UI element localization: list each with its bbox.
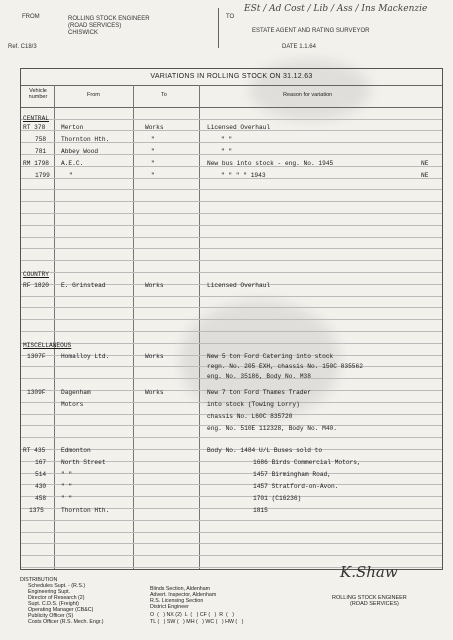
col-header-vehicle: Vehicle number (28, 88, 48, 100)
distribution-item: Costs Officer (R.S. Mech. Engr.) (28, 619, 104, 625)
from-cell: " " (61, 483, 73, 490)
distribution-outstations-1: O ( ) NX (2) L ( ) CF ( ) R ( ) (150, 612, 234, 618)
section-central: CENTRAL (23, 115, 49, 122)
reason-cell: 1686 Birds Commercial Motors, (253, 459, 361, 466)
vehicle-number: 514 (35, 471, 47, 478)
distribution-block (20, 563, 440, 637)
vehicle-number: RT 435 (23, 447, 46, 454)
from-cell: " (69, 172, 73, 179)
from-label: FROM (22, 14, 40, 20)
vehicle-number: 167 (35, 459, 47, 466)
header-divider (218, 8, 219, 48)
distribution-item: Publicity Officer (S) (28, 613, 74, 619)
from-line2: (ROAD SERVICES) (68, 23, 122, 29)
section-country: COUNTRY (23, 271, 49, 278)
from-cell: E. Grinstead (61, 282, 106, 289)
reason-cell: 1815 (253, 507, 268, 514)
to-cell: Works (145, 282, 164, 289)
col-header-from: From (87, 92, 100, 98)
from-cell: " " (61, 471, 73, 478)
distribution-item: District Engineer (150, 604, 189, 610)
table-body (21, 107, 442, 569)
from-cell: Thornton Hth. (61, 507, 110, 514)
from-cell: A.E.C. (61, 160, 84, 167)
to-handwriting: ESt / Ad Cost / Lib / Ass / Ins Mackenzie (244, 4, 428, 14)
reason-cell: 1457 Stratford-on-Avon. (253, 483, 339, 490)
vehicle-number: 1309F (27, 389, 46, 396)
reason-cell: " " " " 1943 (221, 172, 266, 179)
to-addressee: ESTATE AGENT AND RATING SURVEYOR (252, 28, 370, 34)
vehicle-number: 1307F (27, 353, 46, 360)
from-cell: Homalloy Ltd. (61, 353, 110, 360)
vehicle-number: 758 (35, 136, 47, 143)
distribution-item: Blinds Section, Aldenham (150, 586, 211, 592)
from-cell: Edmonton (61, 447, 91, 454)
to-cell: Works (145, 124, 164, 131)
distribution-item: Operating Manager (CB&C) (28, 607, 94, 613)
reason-cell: eng. No. 35186, Body No. M38 (207, 373, 311, 380)
to-cell: " (151, 160, 155, 167)
reason-cell: New 5 ton Ford Catering into stock (207, 353, 334, 360)
to-cell: " (151, 136, 155, 143)
vehicle-number: 781 (35, 148, 47, 155)
reason-cell: regn. No. 205 EXH, chassis No. 150C 835562 (207, 363, 363, 370)
reason-cell: Licensed Overhaul (207, 282, 271, 289)
distribution-item: Advert. Inspector, Aldenham (150, 592, 217, 598)
distribution-item: Schedules Supt. - (R.S.) (28, 583, 86, 589)
reason-cell: 1701 (C16236) (253, 495, 302, 502)
from-line1: ROLLING STOCK ENGINEER (68, 16, 150, 22)
col-header-reason: Reason for variation (283, 92, 333, 98)
reason-cell: New 7 ton Ford Thames Trader (207, 389, 311, 396)
to-cell: Works (145, 389, 164, 396)
distribution-item: R.S. Licensing Section (150, 598, 204, 604)
from-line3: CHISWICK (68, 30, 98, 36)
column-headers (21, 85, 442, 107)
from-cell: Thornton Hth. (61, 136, 110, 143)
table-title: VARIATIONS IN ROLLING STOCK ON 31.12.63 (150, 73, 313, 80)
distribution-title: DISTRIBUTION (20, 577, 58, 583)
to-cell: " (151, 172, 155, 179)
ref-label: Ref. C18/3 (8, 44, 37, 50)
reason-cell: New bus into stock - eng. No. 1945 (207, 160, 334, 167)
note-cell: NE (421, 172, 429, 179)
vehicle-number: 1799 (35, 172, 50, 179)
note-cell: NE (421, 160, 429, 167)
distribution-outstations-2: TL ( ) SW ( ) MH ( ) WC ( ) HW ( ) (150, 619, 244, 625)
from-block (8, 8, 218, 50)
vehicle-number: 430 (35, 483, 47, 490)
vehicle-number: 1375 (29, 507, 44, 514)
signature-title-2: (ROAD SERVICES) (350, 601, 399, 607)
to-label: TO (226, 14, 235, 20)
vehicle-number: RM 1798 (23, 160, 49, 167)
to-block (222, 6, 447, 52)
to-cell: Works (145, 353, 164, 360)
to-cell: " (151, 148, 155, 155)
vehicle-number: RF 1820 (23, 282, 49, 289)
variations-table (20, 68, 443, 570)
from-cell: Motors (61, 401, 84, 408)
reason-cell: eng. No. 510E 112328, Body No. M40. (207, 425, 337, 432)
vehicle-number: RT 378 (23, 124, 46, 131)
signature-title-1: ROLLING STOCK ENGINEER (332, 595, 407, 601)
reason-cell: " " (221, 136, 233, 143)
from-cell: Dagenham (61, 389, 91, 396)
distribution-item: Director of Research (2) (28, 595, 85, 601)
reason-cell: " " (221, 148, 233, 155)
reason-cell: into stock (Towing Lorry) (207, 401, 300, 408)
from-cell: " " (61, 495, 73, 502)
signature: K.Shaw (340, 563, 398, 581)
from-cell: Merton (61, 124, 84, 131)
distribution-item: Supt. C.D.S. (Freight) (28, 601, 79, 607)
col-header-to: To (161, 92, 167, 98)
distribution-item: Engineering Supt. (28, 589, 71, 595)
from-cell: Abbey Wood (61, 148, 99, 155)
reason-cell: Licensed Overhaul (207, 124, 271, 131)
section-miscellaneous: MISCELLANEOUS (23, 342, 72, 349)
reason-cell: 1457 Birmingham Road, (253, 471, 331, 478)
vehicle-number: 458 (35, 495, 47, 502)
date-label: DATE 1.1.64 (282, 44, 316, 50)
from-cell: North Street (61, 459, 106, 466)
reason-cell: Body No. 1484 U/L Buses sold to (207, 447, 323, 454)
reason-cell: chassis No. L60C 835720 (207, 413, 293, 420)
